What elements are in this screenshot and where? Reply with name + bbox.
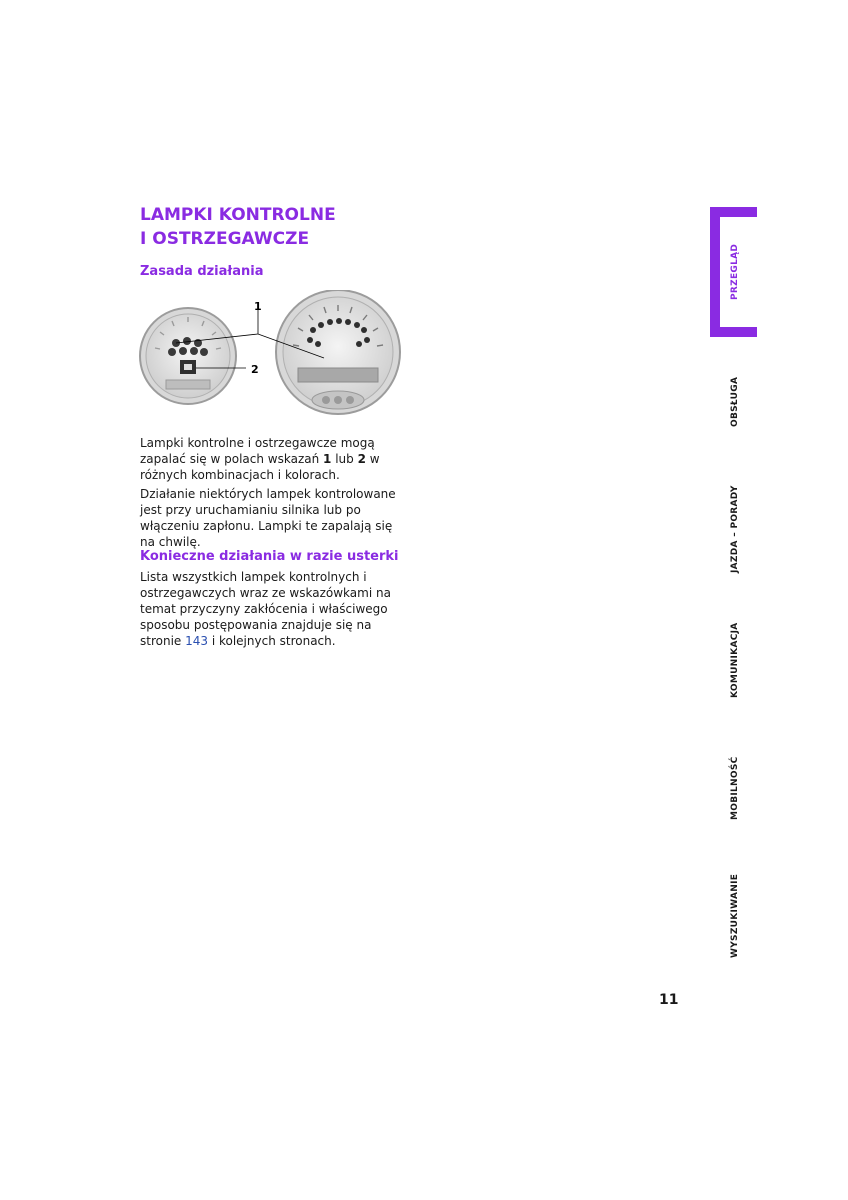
title-line-2: I OSTRZEGAWCZE [140, 229, 310, 249]
section-heading-actions: Konieczne działania w razie usterki [140, 549, 399, 564]
tab-obsluga[interactable]: OBSŁUGA [730, 376, 740, 427]
paragraph-actions: Lista wszystkich lampek kontrolnych i ostrzegawczych wraz ze wskazówkami na temat przyczyny zakłócenia i właściwego sposobu postępowania znajduje się na stronie 143 i kolejnych stronach. [140, 570, 391, 648]
callout-label-2: 2 [251, 363, 259, 376]
tab-komunikacja[interactable]: KOMUNIKACJA [730, 622, 740, 698]
speedometer-gauge [276, 290, 400, 414]
page-title [140, 203, 440, 251]
page-reference-link[interactable]: 143 [185, 634, 209, 648]
instrument-cluster-illustration [138, 290, 410, 430]
section-heading-principle: Zasada działania [140, 264, 264, 279]
callout-label-1: 1 [254, 300, 262, 313]
tachometer-gauge [140, 308, 236, 404]
tab-mobilnosc[interactable]: MOBILNOŚĆ [730, 756, 740, 820]
title-line-1: LAMPKI KONTROLNE [140, 205, 336, 225]
page-number: 11 [659, 992, 679, 1008]
tab-przeglad[interactable]: PRZEGLĄD [730, 243, 740, 300]
paragraph-principle-2: Działanie niektórych lampek kontrolowane jest przy uruchamianiu silnika lub po włączeniu zapłonu. Lampki te zapalają się na chwilę. [140, 487, 396, 549]
tab-wyszukiwanie[interactable]: WYSZUKIWANIE [730, 873, 740, 958]
tab-jazda-porady[interactable]: JAZDA – PORADY [730, 485, 740, 573]
paragraph-principle-1: Lampki kontrolne i ostrzegawcze mogą zapalać się w polach wskazań 1 lub 2 w różnych kombinacjach i kolorach. [140, 436, 380, 482]
